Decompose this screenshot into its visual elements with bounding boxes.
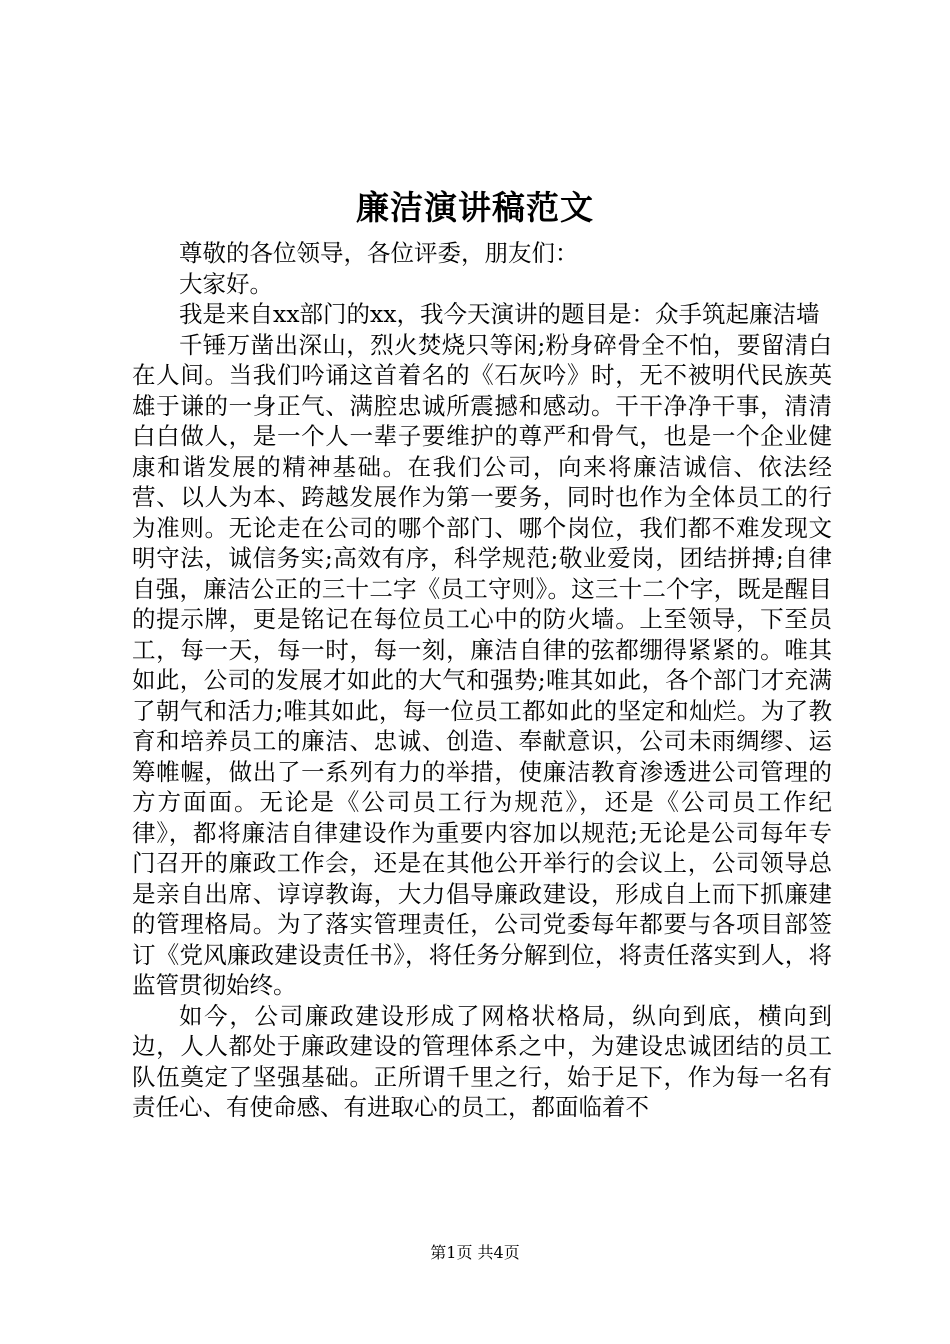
page-number-footer: 第1页 共4页 — [430, 1243, 520, 1262]
document-title: 廉洁演讲稿范文 — [356, 188, 594, 227]
body-paragraph: 千锤万凿出深山，烈火焚烧只等闲;粉身碎骨全不怕，要留清白在人间。当我们吟诵这首着名的《石灰吟》时，无不被明代民族英雄于谦的一身正气、满腔忠诚所震撼和感动。干干净净干事，清清白白做人，是一个人一辈子要维护的尊严和骨气，也是一个企业健康和谐发展的精神基础。在我们公司，向来将廉洁诚信、依法经营、以人为本、跨越发展作为第一要务，同时也作为全体员工的行为准则。无论走在公司的哪个部门、哪个岗位，我们都不难发现文明守法，诚信务实;高效有序，科学规范;敬业爱岗，团结拼搏;自律自强，廉洁公正的三十二字《员工守则》。这三十二个字，既是醒目的提示牌，更是铭记在每位员工心中的防火墙。上至领导，下至员工，每一天，每一时，每一刻，廉洁自律的弦都绷得紧紧的。唯其如此，公司的发展才如此的大气和强势;唯其如此，各个部门才充满了朝气和活力;唯其如此，每一位员工都如此的坚定和灿烂。为了教育和培养员工的廉洁、忠诚、创造、奉献意识，公司未雨绸缪、运筹帷幄，做出了一系列有力的举措，使廉洁教育渗透进公司管理的方方面面。无论是《公司员工行为规范》，还是《公司员工作纪律》，都将廉洁自律建设作为重要内容加以规范;无论是公司每年专门召开的廉政工作会，还是在其他公开举行的会议上，公司领导总是亲自出席、谆谆教诲，大力倡导廉政建设，形成自上而下抓廉建的管理格局。为了落实管理责任，公司党委每年都要与各项目部签订《党风廉政建设责任书》，将任务分解到位，将责任落实到人，将监管贯彻始终。 — [132, 330, 832, 999]
intro-paragraph: 我是来自xx部门的xx，我今天演讲的题目是：众手筑起廉洁墙 — [179, 300, 820, 328]
document-body — [132, 238, 832, 1123]
greeting-paragraph: 大家好。 — [179, 269, 273, 298]
salutation-paragraph: 尊敬的各位领导，各位评委，朋友们： — [179, 239, 579, 267]
body-paragraph: 如今，公司廉政建设形成了网格状格局，纵向到底，横向到边，人人都处于廉政建设的管理体系之中，为建设忠诚团结的员工队伍奠定了坚强基础。正所谓千里之行，始于足下，作为每一名有责任心、有使命感、有进取心的员工，都面临着不 — [132, 1001, 832, 1121]
